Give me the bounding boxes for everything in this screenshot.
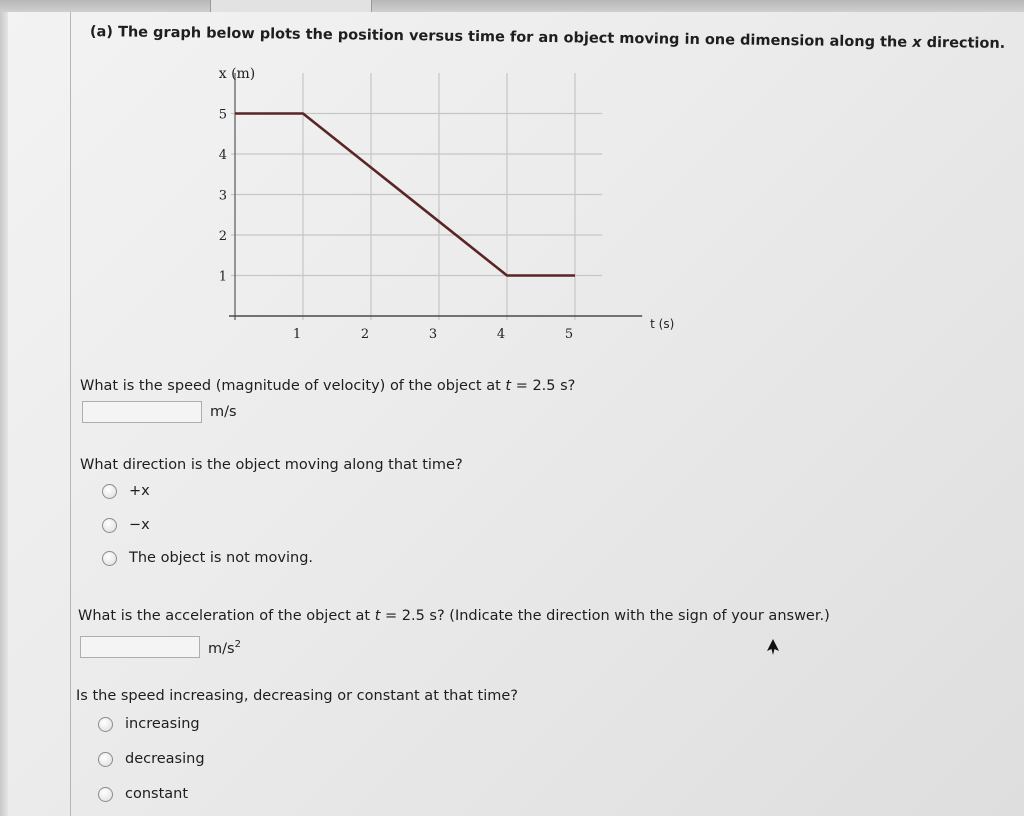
speed-option-constant[interactable] (98, 786, 188, 802)
option-label: constant (125, 786, 189, 802)
option-label: −x (129, 517, 150, 533)
y-axis-label: x (m) (218, 66, 256, 82)
speed-option-decreasing[interactable] (98, 751, 205, 767)
direction-option-minus-x[interactable] (102, 517, 150, 533)
title-variable: x (912, 34, 922, 51)
browser-tab[interactable] (210, 0, 372, 12)
y-tick-label: 5 (218, 107, 227, 123)
q2-text: What direction is the object moving along that time? (80, 457, 463, 473)
x-tick-label: 4 (496, 327, 506, 342)
title-text-after: direction. (926, 34, 1006, 52)
y-tick-label: 4 (218, 148, 227, 163)
title-emphasis: position (337, 27, 405, 45)
speed-answer-input[interactable] (82, 401, 202, 423)
speed-unit: m/s (210, 404, 237, 420)
direction-option-not-moving[interactable] (102, 550, 313, 566)
option-label: increasing (125, 716, 200, 732)
radio-button[interactable] (102, 518, 117, 533)
q3-var: t (374, 608, 381, 624)
y-tick-label: 1 (218, 269, 227, 285)
x-tick-label: 1 (292, 327, 302, 342)
q1-text (80, 378, 575, 394)
browser-top-bar (0, 0, 1024, 12)
radio-button[interactable] (98, 717, 113, 732)
acceleration-unit-exponent: 2 (234, 639, 241, 650)
position-time-graph (190, 58, 675, 358)
x-tick-label: 2 (360, 327, 370, 342)
q1-prefix: What is the speed (magnitude of velocity) of the object at (80, 378, 501, 394)
title-text-before: The graph below plots the (117, 24, 333, 44)
acceleration-unit-base: m/s (208, 640, 235, 657)
title-text-middle: versus time for an object moving in one dimension along the (408, 28, 908, 51)
y-tick-label: 2 (218, 229, 227, 244)
y-tick-label: 3 (218, 188, 227, 204)
q3-prefix: What is the acceleration of the object at (78, 608, 371, 624)
x-tick-label: 3 (428, 327, 438, 342)
q4-text: Is the speed increasing, decreasing or constant at that time? (76, 688, 519, 704)
q1-var: t (505, 378, 512, 394)
q3-suffix: = 2.5 s? (Indicate the direction with the sign of your answer.) (385, 608, 830, 624)
direction-option-plus-x[interactable] (102, 483, 150, 499)
x-tick-label: 5 (564, 327, 574, 342)
radio-button[interactable] (102, 551, 117, 566)
option-label: The object is not moving. (129, 550, 314, 566)
window-edge (0, 12, 8, 816)
option-label: decreasing (125, 751, 205, 767)
acceleration-answer-input[interactable] (80, 636, 200, 658)
q3-text (78, 608, 830, 624)
speed-option-increasing[interactable] (98, 716, 200, 732)
x-axis-label: t (s) (650, 317, 675, 331)
part-label: (a) (89, 24, 114, 41)
option-label: +x (129, 483, 150, 499)
radio-button[interactable] (98, 752, 113, 767)
mouse-pointer-icon (766, 638, 780, 656)
q1-suffix: = 2.5 s? (515, 378, 576, 394)
radio-button[interactable] (98, 787, 113, 802)
radio-button[interactable] (102, 484, 117, 499)
acceleration-unit (208, 639, 241, 657)
